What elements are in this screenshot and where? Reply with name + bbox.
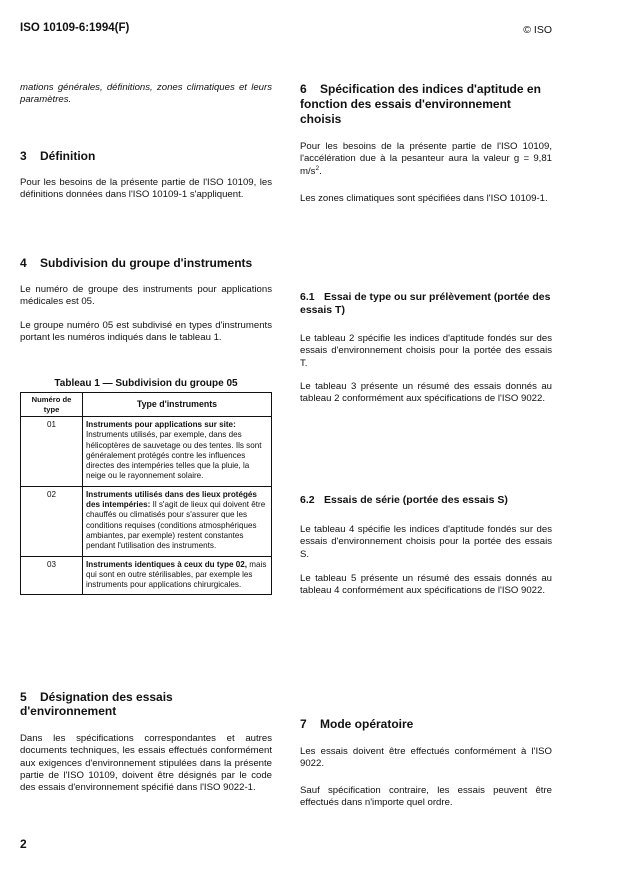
section-7-paragraph-2: Sauf spécification contraire, les essais peuvent être effectués dans n'importe quel ordre. bbox=[300, 785, 552, 809]
section-number: 5 bbox=[20, 690, 27, 704]
section-number: 6.2 bbox=[300, 494, 315, 506]
section-5-heading bbox=[20, 690, 220, 718]
section-6-1-paragraph-1: Le tableau 2 spécifie les indices d'aptitude fondés sur des essais d'environnement choisis pour la portée des essais T. bbox=[300, 333, 552, 369]
sentence-end: . bbox=[319, 165, 322, 177]
type-description bbox=[83, 417, 272, 487]
exponent: 2 bbox=[315, 164, 320, 172]
type-number: 01 bbox=[21, 417, 83, 487]
type-name: Instruments utilisés dans des lieux protégés des intempéries: bbox=[86, 489, 257, 510]
section-title: Essai de type ou sur prélèvement (portée des essais T) bbox=[300, 291, 551, 316]
section-4-paragraph-2: Le groupe numéro 05 est subdivisé en types d'instruments portant les numéros indiqués dans le tableau 1. bbox=[20, 320, 272, 344]
section-title: Définition bbox=[40, 149, 96, 163]
section-title: Spécification des indices d'aptitude en fonction des essais d'environnement choisis bbox=[300, 82, 541, 126]
type-number: 03 bbox=[21, 556, 83, 595]
section-6-2-paragraph-1: Le tableau 4 spécifie les indices d'aptitude fondés sur des essais d'environnement choisis pour la portée des essais S. bbox=[300, 524, 552, 560]
section-number: 3 bbox=[20, 149, 27, 163]
section-7-paragraph-1: Les essais doivent être effectués conformément à l'ISO 9022. bbox=[300, 746, 552, 770]
document-id: ISO 10109-6:1994(F) bbox=[20, 22, 130, 34]
table-row bbox=[21, 556, 272, 595]
section-5-paragraph: Dans les spécifications correspondantes et autres documents techniques, les essais effectués conformément aux exigences d'environnement stipulées dans la présente partie de l'ISO 10109, doivent être désignés par le code des essais d'environnement spécifié dans l'ISO 9022-1. bbox=[20, 733, 272, 794]
section-title: Subdivision du groupe d'instruments bbox=[40, 256, 253, 270]
section-4-paragraph-1: Le numéro de groupe des instruments pour applications médicales est 05. bbox=[20, 284, 272, 308]
type-details: Instruments utilisés, par exemple, dans des hélicoptères de sauvetage ou des tentes. Ils sont généralement protégés contre les influences directes des intempéries telles que la pluie, la neige ou le rayonnement solaire. bbox=[86, 430, 262, 481]
type-name: Instruments identiques à ceux du type 02, bbox=[86, 559, 248, 569]
section-4-heading bbox=[20, 256, 272, 270]
gravity-text: Pour les besoins de la présente partie de l'ISO 10109, l'accélération due à la pesanteur aura la valeur g = 9,81 m/s bbox=[300, 141, 552, 177]
type-description bbox=[83, 486, 272, 556]
section-6-heading bbox=[300, 82, 552, 127]
section-title: Désignation des essais d'environnement bbox=[20, 690, 173, 718]
page-number: 2 bbox=[20, 837, 27, 851]
section-3-heading bbox=[20, 149, 272, 163]
section-title: Mode opératoire bbox=[320, 717, 414, 731]
table-title: Tableau 1 — Subdivision du groupe 05 bbox=[54, 378, 238, 389]
section-number: 6.1 bbox=[300, 291, 315, 303]
type-details: mais qui sont en outre stérilisables, par exemple les instruments pour applications chirurgicales. bbox=[86, 559, 267, 590]
section-7-heading bbox=[300, 717, 552, 731]
column-header-type-number: Numéro de type bbox=[21, 393, 83, 417]
section-number: 4 bbox=[20, 256, 27, 270]
type-name: Instruments pour applications sur site: bbox=[86, 420, 236, 429]
type-number: 02 bbox=[21, 486, 83, 556]
table-row bbox=[21, 486, 272, 556]
table-1 bbox=[20, 392, 272, 595]
table-row bbox=[21, 417, 272, 487]
section-3-paragraph: Pour les besoins de la présente partie de l'ISO 10109, les définitions données dans l'ISO 10109-1 s'appliquent. bbox=[20, 177, 272, 201]
section-6-2-heading bbox=[300, 494, 552, 507]
column-header-instrument-type: Type d'instruments bbox=[83, 393, 272, 417]
section-6-paragraph-2: Les zones climatiques sont spécifiées dans l'ISO 10109-1. bbox=[300, 193, 548, 204]
copyright: © ISO bbox=[523, 24, 552, 36]
section-title: Essais de série (portée des essais S) bbox=[324, 494, 508, 506]
table-header-row bbox=[21, 393, 272, 417]
section-number: 6 bbox=[300, 82, 307, 96]
type-details: Il s'agit de lieux qui doivent être chauffés ou climatisés pour s'assurer que les conditions requises (conditions atmosphériques ambiantes, par exemple) restent constantes pendant l'utilisation des instruments. bbox=[86, 500, 266, 551]
intro-paragraph: mations générales, définitions, zones climatiques et leurs paramètres. bbox=[20, 82, 272, 106]
section-number: 7 bbox=[300, 717, 307, 731]
section-6-1-heading bbox=[300, 291, 552, 317]
section-6-paragraph-1 bbox=[300, 141, 552, 178]
type-description bbox=[83, 556, 272, 595]
section-6-2-paragraph-2: Le tableau 5 présente un résumé des essais donnés au tableau 4 conformément aux spécifications de l'ISO 9022. bbox=[300, 573, 552, 597]
section-6-1-paragraph-2: Le tableau 3 présente un résumé des essais donnés au tableau 2 conformément aux spécifications de l'ISO 9022. bbox=[300, 381, 552, 405]
